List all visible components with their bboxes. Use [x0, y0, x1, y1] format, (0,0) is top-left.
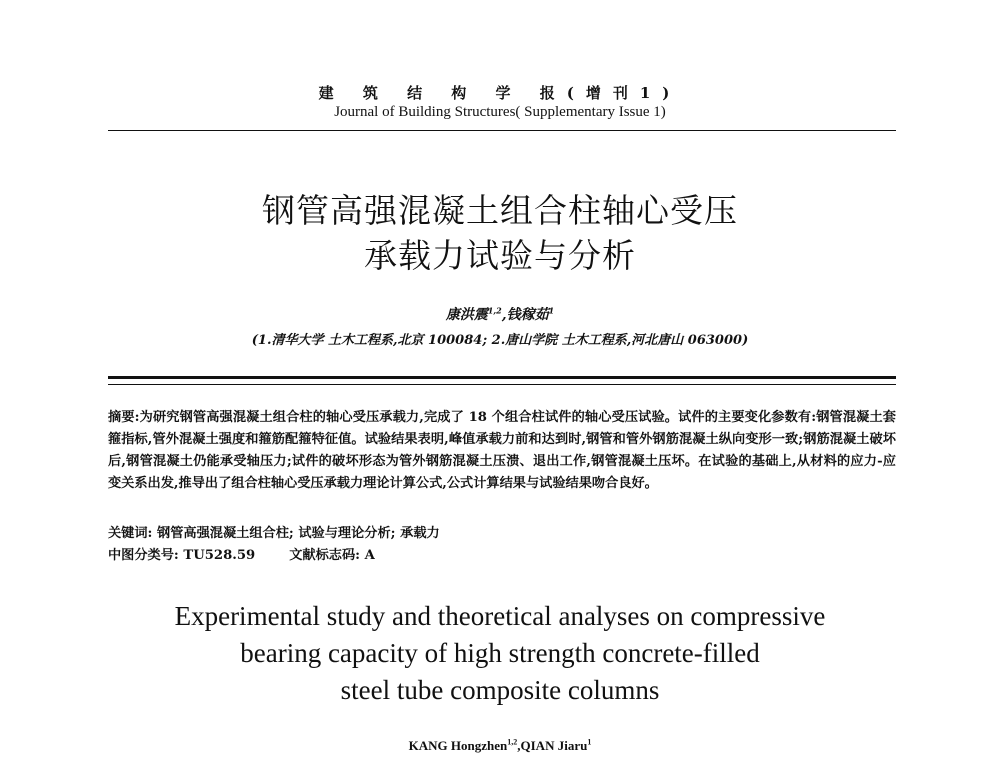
abstract-rule-thin: [108, 384, 896, 385]
clc-value: TU528.59: [178, 548, 256, 563]
doc-code-value: A: [360, 548, 375, 563]
author-separator-en: ,: [517, 738, 521, 753]
affiliations-cn: (1.清华大学 土木工程系,北京 100084; 2.唐山学院 土木工程系,河北唐山 063000): [251, 333, 749, 348]
paper-title-cn-line2: 承载力试验与分析: [364, 236, 636, 275]
author-kang-cn: 康洪震: [445, 307, 488, 323]
clc-label: 中图分类号:: [108, 548, 179, 563]
author-kang-en-affil: 1,2: [507, 737, 518, 747]
authors-en: [0, 738, 1000, 754]
paper-title-en: [0, 598, 1000, 709]
header-rule: [108, 130, 896, 131]
doc-code-label: 文献标志码:: [289, 548, 361, 563]
author-qian-en: QIAN Jiaru: [520, 738, 588, 753]
paper-title-en-line3: steel tube composite columns: [340, 675, 660, 705]
keywords-cn: [108, 522, 896, 541]
author-qian-cn-affil: 1: [548, 305, 555, 316]
author-kang-cn-affil: 1,2: [487, 305, 502, 316]
paper-title-en-line1: Experimental study and theoretical analyses on compressive: [174, 601, 826, 631]
keywords-label: 关键词:: [108, 526, 153, 541]
keywords-text: 钢管高强混凝土组合柱; 试验与理论分析; 承载力: [152, 526, 440, 541]
abstract-cn: [108, 407, 896, 495]
journal-name-cn: 建 筑 结 构 学 报(增刊1): [318, 84, 682, 102]
abstract-text: 为研究钢管高强混凝土组合柱的轴心受压承载力,完成了 18 个组合柱试件的轴心受压试验。试件的主要变化参数有:钢管混凝土套箍指标,管外混凝土强度和箍筋配箍特征值。试验结果表明,峰值承载力前和达到时,钢管和管外钢筋混凝土纵向变形一致;钢筋混凝土破坏后,钢管混凝土仍能承受轴压力;试件的破坏形态为管外钢筋混凝土压溃、退出工作,钢管混凝土压坏。在试验的基础上,从材料的应力-应变关系出发,推导出了组合柱轴心受压承载力理论计算公式,公式计算结果与试验结果吻合良好。: [108, 410, 896, 491]
author-qian-cn: 钱稼茹: [506, 307, 549, 323]
author-kang-en: KANG Hongzhen: [408, 738, 508, 753]
paper-title-en-line2: bearing capacity of high strength concrete-filled: [240, 638, 760, 668]
paper-title-cn: [0, 188, 1000, 278]
author-qian-en-affil: 1: [587, 737, 592, 747]
classification-line: [108, 544, 896, 563]
author-separator-cn: ,: [501, 307, 507, 323]
abstract-rule-thick: [108, 376, 896, 379]
paper-title-cn-line1: 钢管高强混凝土组合柱轴心受压: [262, 191, 738, 230]
abstract-label: 摘要:: [108, 410, 140, 425]
authors-cn: [0, 304, 1000, 324]
journal-name-en: Journal of Building Structures( Supplementary Issue 1): [334, 104, 666, 120]
